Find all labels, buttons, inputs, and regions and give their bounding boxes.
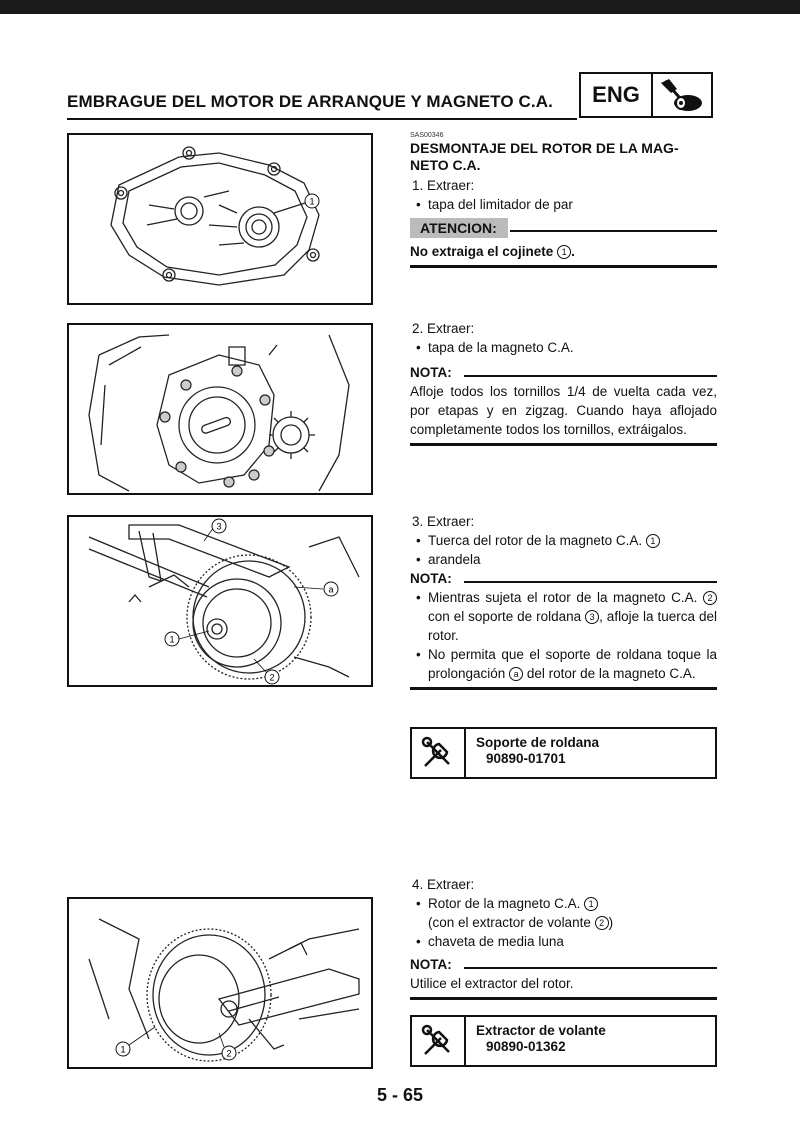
- step-label: 1. Extraer:: [412, 178, 475, 193]
- note-header: [410, 569, 717, 588]
- caution-header: [410, 218, 717, 240]
- tool-name: Soporte de roldana: [476, 735, 600, 750]
- section-badge-label: ENG: [581, 74, 653, 116]
- tool-name: Extractor de volante: [476, 1023, 606, 1038]
- section-end-rule: [410, 443, 717, 446]
- section-step-1: [410, 132, 717, 268]
- caution-label: ATENCION:: [410, 218, 508, 238]
- callout-ref: 1: [646, 534, 660, 548]
- figure-callout: 3: [216, 521, 222, 532]
- step-label: 4. Extraer:: [412, 877, 475, 892]
- step-item-text: ): [608, 915, 614, 930]
- figure-callout: 1: [309, 196, 315, 207]
- engine-icon: [653, 74, 711, 116]
- special-tool-box: [410, 1015, 717, 1067]
- wrench-icon: [412, 1017, 466, 1065]
- callout-ref: a: [509, 667, 523, 681]
- page-title: EMBRAGUE DEL MOTOR DE ARRANQUE Y MAGNETO C.A.: [67, 92, 553, 111]
- figure-callout: a: [328, 584, 334, 595]
- note-header: [410, 363, 717, 382]
- note-rule: [464, 581, 717, 583]
- step-item: [410, 531, 717, 550]
- step-label: 3. Extraer:: [412, 514, 475, 529]
- step-item-sub: [410, 913, 717, 932]
- note-rule: [464, 375, 717, 377]
- step-item: • tapa del limitador de par: [410, 195, 717, 214]
- wrench-icon: [412, 729, 466, 777]
- callout-ref: 2: [595, 916, 609, 930]
- figure-callout: 2: [269, 672, 275, 683]
- figure-callout: 2: [226, 1048, 232, 1059]
- step-label: 2. Extraer:: [412, 321, 475, 336]
- note-text: , afloje la tuerca del rotor.: [428, 609, 717, 643]
- section-title: DESMONTAJE DEL ROTOR DE LA MAG-NETO C.A.: [410, 140, 679, 173]
- figure-callout: 1: [120, 1044, 126, 1055]
- section-step-3: [410, 512, 717, 690]
- note-label: NOTA:: [410, 365, 452, 380]
- note-text: del rotor de la magneto C.A.: [526, 666, 696, 681]
- step-item: [410, 894, 717, 913]
- tool-number: 90890-01362: [486, 1039, 566, 1054]
- caution-text: No extraiga el cojinete: [410, 244, 554, 259]
- step-item-text: (con el extractor de volante: [428, 915, 591, 930]
- note-rule: [464, 967, 717, 969]
- caution-rule: [510, 230, 717, 232]
- section-step-2: [410, 319, 717, 446]
- step-item: • arandela: [410, 550, 717, 569]
- figure-magneto-cover: [67, 323, 373, 495]
- header-rule: [67, 118, 577, 120]
- section-step-4: [410, 875, 717, 1000]
- step-item: • chaveta de media luna: [410, 932, 717, 951]
- callout-ref: 1: [557, 245, 571, 259]
- section-end-rule: [410, 687, 717, 690]
- note-bullet: [410, 645, 717, 683]
- figure-sheave-holder: [67, 515, 373, 687]
- note-text: No permita que el soporte de roldana toque la prolongación: [428, 647, 717, 681]
- tool-text: [466, 729, 599, 777]
- step-item-text: Rotor de la magneto C.A.: [428, 896, 581, 911]
- note-bullet: [410, 588, 717, 645]
- section-code: SAS00346: [410, 132, 444, 139]
- figure-callout: 1: [169, 634, 175, 645]
- note-header: [410, 955, 717, 974]
- step-item-text: Tuerca del rotor de la magneto C.A.: [428, 533, 643, 548]
- section-end-rule: [410, 997, 717, 1000]
- caution-text-line: No extraiga el cojinete 1 .: [410, 244, 575, 259]
- tool-number: 90890-01701: [486, 751, 566, 766]
- figure-torque-limiter-cover: [67, 133, 373, 305]
- callout-ref: 1: [584, 897, 598, 911]
- note-text: Afloje todos los tornillos 1/4 de vuelta cada vez, por etapas y en zigzag. Cuando haya aflojado completamente todos los tornillos, extráigalos.: [410, 384, 717, 437]
- page-number: 5 - 65: [376, 1085, 424, 1105]
- note-label: NOTA:: [410, 957, 452, 972]
- callout-ref: 2: [703, 591, 717, 605]
- note-text: Mientras sujeta el rotor de la magneto C.A.: [428, 590, 698, 605]
- section-badge: [579, 72, 713, 118]
- note-label: NOTA:: [410, 571, 452, 586]
- figure-flywheel-puller: [67, 897, 373, 1069]
- step-item: • tapa de la magneto C.A.: [410, 338, 717, 357]
- tool-text: [466, 1017, 606, 1065]
- note-text: con el soporte de roldana: [428, 609, 582, 624]
- callout-ref: 3: [585, 610, 599, 624]
- section-end-rule: [410, 265, 717, 268]
- note-text: Utilice el extractor del rotor.: [410, 976, 574, 991]
- special-tool-box: [410, 727, 717, 779]
